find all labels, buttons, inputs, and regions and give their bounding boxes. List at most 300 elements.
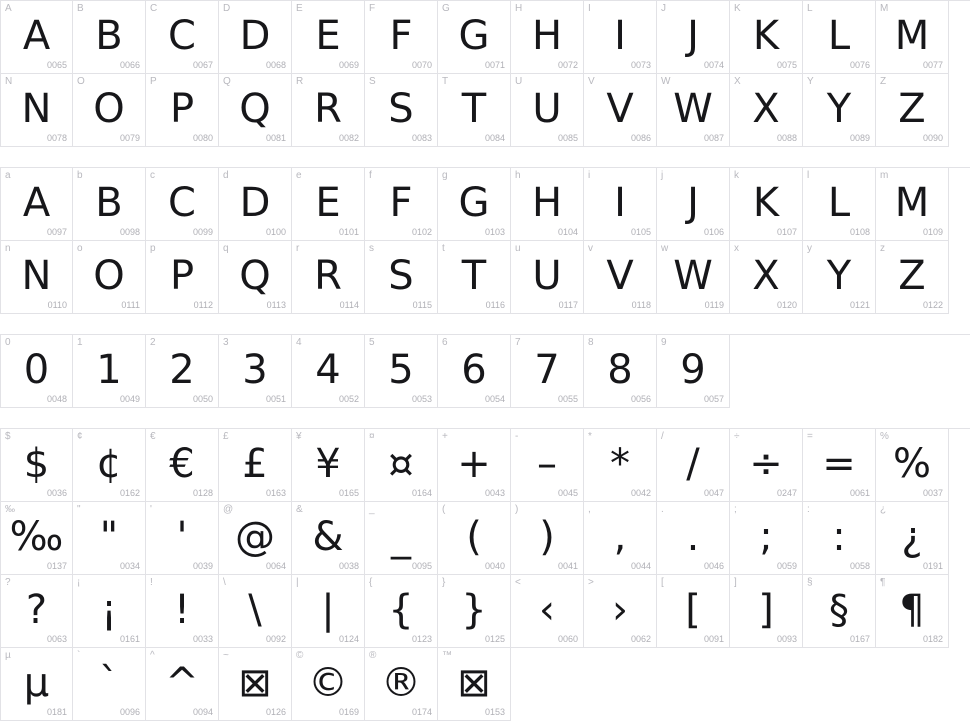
char-cell-empty — [876, 335, 949, 408]
char-cell-glyph: ¿ — [901, 514, 923, 560]
char-cell-key: W — [661, 76, 671, 87]
char-cell-glyph: R — [314, 86, 342, 132]
char-cell-0123[interactable] — [365, 575, 438, 648]
char-cell-0110[interactable] — [0, 241, 73, 314]
char-cell-key: o — [77, 243, 83, 254]
char-cell-0068[interactable] — [219, 1, 292, 74]
char-cell-key: € — [150, 431, 156, 442]
char-cell-0040[interactable] — [438, 502, 511, 575]
char-cell-code: 0079 — [119, 133, 140, 143]
char-cell-glyph: R — [314, 253, 342, 299]
char-cell-0038[interactable] — [292, 502, 365, 575]
char-cell-glyph: E — [315, 180, 341, 226]
char-cell-code: 0098 — [119, 227, 140, 237]
char-cell-glyph: ¢ — [96, 441, 122, 487]
char-cell-key: 8 — [588, 337, 594, 348]
char-cell-0122[interactable] — [876, 241, 949, 314]
char-cell-0037[interactable] — [876, 429, 949, 502]
char-cell-key: n — [5, 243, 11, 254]
char-cell-glyph: K — [752, 13, 780, 59]
char-cell-0078[interactable] — [0, 74, 73, 147]
char-cell-0128[interactable] — [146, 429, 219, 502]
char-cell-0061[interactable] — [803, 429, 876, 502]
char-cell-0247[interactable] — [730, 429, 803, 502]
char-cell-0097[interactable] — [0, 168, 73, 241]
char-cell-glyph: " — [99, 514, 119, 560]
char-cell-glyph: U — [532, 86, 562, 132]
char-cell-key: [ — [661, 577, 664, 588]
char-cell-0113[interactable] — [219, 241, 292, 314]
char-cell-0079[interactable] — [73, 74, 146, 147]
char-cell-code: 0162 — [119, 488, 140, 498]
char-cell-code: 0103 — [484, 227, 505, 237]
char-cell-code: 0118 — [631, 300, 651, 310]
char-cell-key: a — [5, 170, 11, 181]
char-cell-code: 0073 — [630, 60, 651, 70]
char-cell-0065[interactable] — [0, 1, 73, 74]
char-cell-glyph: N — [21, 86, 52, 132]
char-cell-0191[interactable] — [876, 502, 949, 575]
char-cell-key: f — [369, 170, 372, 181]
char-cell-0181[interactable] — [0, 648, 73, 721]
char-cell-code: 0100 — [265, 227, 286, 237]
char-cell-key: = — [807, 431, 813, 442]
char-cell-0074[interactable] — [657, 1, 730, 74]
char-cell-0163[interactable] — [219, 429, 292, 502]
char-cell-key: _ — [369, 504, 375, 515]
char-cell-0101[interactable] — [292, 168, 365, 241]
char-cell-code: 0047 — [703, 488, 724, 498]
char-cell-glyph: T — [461, 253, 487, 299]
char-cell-0039[interactable] — [146, 502, 219, 575]
char-cell-key: ^ — [150, 650, 155, 661]
char-cell-glyph: 2 — [169, 347, 195, 393]
char-block-symbols-punctuation — [0, 428, 970, 721]
char-cell-empty — [803, 335, 876, 408]
char-cell-0066[interactable] — [73, 1, 146, 74]
char-cell-code: 0054 — [484, 394, 505, 404]
char-cell-empty — [730, 648, 803, 721]
char-cell-code: 0119 — [704, 300, 724, 310]
char-cell-glyph: _ — [391, 514, 411, 560]
char-cell-glyph: . — [686, 514, 700, 560]
block-separator — [0, 314, 970, 334]
char-cell-code: 0102 — [411, 227, 432, 237]
char-cell-code: 0075 — [776, 60, 797, 70]
char-cell-0085[interactable] — [511, 74, 584, 147]
char-cell-key: E — [296, 3, 303, 14]
char-cell-key: z — [880, 243, 885, 254]
char-cell-0162[interactable] — [73, 429, 146, 502]
char-cell-0084[interactable] — [438, 74, 511, 147]
char-row — [0, 0, 970, 74]
char-cell-glyph: › — [612, 587, 628, 633]
char-cell-key: 5 — [369, 337, 375, 348]
char-cell-code: 0153 — [484, 707, 505, 717]
char-cell-key: 6 — [442, 337, 448, 348]
char-cell-empty — [803, 648, 876, 721]
char-cell-0094[interactable] — [146, 648, 219, 721]
char-cell-code: 0122 — [922, 300, 943, 310]
char-cell-key: B — [77, 3, 84, 14]
char-cell-code: 0117 — [558, 300, 578, 310]
char-cell-glyph: P — [169, 86, 195, 132]
char-cell-0050[interactable] — [146, 335, 219, 408]
char-cell-glyph: I — [614, 13, 626, 59]
char-cell-0034[interactable] — [73, 502, 146, 575]
char-cell-key: V — [588, 76, 595, 87]
char-cell-0116[interactable] — [438, 241, 511, 314]
char-cell-0042[interactable] — [584, 429, 657, 502]
char-cell-key: 7 — [515, 337, 521, 348]
char-cell-0100[interactable] — [219, 168, 292, 241]
char-cell-0075[interactable] — [730, 1, 803, 74]
char-cell-glyph: + — [457, 441, 491, 487]
char-cell-0072[interactable] — [511, 1, 584, 74]
char-cell-glyph: G — [458, 180, 490, 226]
char-cell-glyph: V — [606, 253, 634, 299]
char-cell-key: T — [442, 76, 449, 87]
char-cell-key: 1 — [77, 337, 83, 348]
char-cell-key: w — [661, 243, 669, 254]
char-cell-0036[interactable] — [0, 429, 73, 502]
char-cell-0064[interactable] — [219, 502, 292, 575]
char-cell-code: 0080 — [192, 133, 213, 143]
char-cell-0118[interactable] — [584, 241, 657, 314]
char-cell-key: 0 — [5, 337, 11, 348]
char-cell-0099[interactable] — [146, 168, 219, 241]
char-row — [0, 502, 970, 575]
char-cell-code: 0078 — [46, 133, 67, 143]
char-cell-0083[interactable] — [365, 74, 438, 147]
char-cell-glyph: X — [752, 253, 780, 299]
char-cell-glyph: A — [22, 13, 51, 59]
char-cell-code: 0070 — [411, 60, 432, 70]
char-cell-glyph: 7 — [534, 347, 560, 393]
char-cell-code: 0191 — [922, 561, 943, 571]
char-cell-code: 0137 — [46, 561, 67, 571]
char-cell-key: G — [442, 3, 450, 14]
char-cell-0076[interactable] — [803, 1, 876, 74]
char-cell-glyph: E — [315, 13, 341, 59]
char-cell-0120[interactable] — [730, 241, 803, 314]
char-cell-0125[interactable] — [438, 575, 511, 648]
char-cell-glyph: ‰ — [9, 514, 64, 560]
char-cell-glyph: T — [461, 86, 487, 132]
char-cell-glyph: \ — [248, 587, 262, 633]
char-cell-code: 0109 — [922, 227, 943, 237]
char-cell-glyph: 0 — [23, 347, 50, 393]
char-cell-0045[interactable] — [511, 429, 584, 502]
char-cell-code: 0065 — [46, 60, 67, 70]
char-cell-0174[interactable] — [365, 648, 438, 721]
char-cell-key: } — [442, 577, 446, 588]
char-cell-0104[interactable] — [511, 168, 584, 241]
char-cell-code: 0052 — [338, 394, 359, 404]
char-cell-0063[interactable] — [0, 575, 73, 648]
char-cell-0092[interactable] — [219, 575, 292, 648]
char-cell-key: { — [369, 577, 373, 588]
char-cell-0081[interactable] — [219, 74, 292, 147]
char-cell-0115[interactable] — [365, 241, 438, 314]
char-cell-code: 0037 — [922, 488, 943, 498]
char-cell-glyph: 9 — [680, 347, 706, 393]
char-cell-code: 0107 — [776, 227, 797, 237]
char-cell-0041[interactable] — [511, 502, 584, 575]
char-cell-code: 0048 — [46, 394, 67, 404]
char-cell-key: 2 — [150, 337, 156, 348]
char-cell-code: 0059 — [776, 561, 797, 571]
char-cell-key: K — [734, 3, 741, 14]
char-cell-code: 0086 — [630, 133, 651, 143]
char-cell-0107[interactable] — [730, 168, 803, 241]
char-cell-code: 0121 — [849, 300, 870, 310]
char-cell-glyph: ¡ — [100, 587, 118, 633]
char-cell-key: ¡ — [77, 577, 81, 588]
char-cell-code: 0104 — [557, 227, 578, 237]
char-cell-0091[interactable] — [657, 575, 730, 648]
char-cell-key: ? — [5, 577, 11, 588]
char-cell-code: 0108 — [849, 227, 870, 237]
char-cell-key: / — [661, 431, 664, 442]
char-row — [0, 241, 970, 314]
char-cell-code: 0101 — [338, 227, 359, 237]
char-cell-code: 0050 — [192, 394, 213, 404]
char-cell-key: ¶ — [880, 577, 886, 588]
char-cell-key: t — [442, 243, 445, 254]
char-cell-0070[interactable] — [365, 1, 438, 74]
char-cell-0046[interactable] — [657, 502, 730, 575]
char-cell-0077[interactable] — [876, 1, 949, 74]
char-cell-0048[interactable] — [0, 335, 73, 408]
char-cell-glyph: D — [239, 180, 271, 226]
char-cell-0056[interactable] — [584, 335, 657, 408]
char-cell-glyph: ` — [99, 660, 119, 706]
char-cell-0093[interactable] — [730, 575, 803, 648]
char-cell-code: 0085 — [557, 133, 578, 143]
char-cell-0182[interactable] — [876, 575, 949, 648]
char-cell-code: 0067 — [192, 60, 213, 70]
char-cell-code: 0120 — [776, 300, 797, 310]
char-cell-code: 0056 — [630, 394, 651, 404]
char-cell-glyph: L — [827, 180, 851, 226]
char-cell-0126[interactable] — [219, 648, 292, 721]
char-cell-0106[interactable] — [657, 168, 730, 241]
char-cell-code: 0113 — [266, 300, 286, 310]
char-cell-key: ® — [369, 650, 377, 661]
char-cell-glyph: W — [673, 86, 713, 132]
char-cell-code: 0044 — [630, 561, 651, 571]
char-cell-glyph: € — [169, 441, 195, 487]
char-cell-0080[interactable] — [146, 74, 219, 147]
char-cell-code: 0123 — [411, 634, 432, 644]
char-cell-key: P — [150, 76, 157, 87]
char-cell-0060[interactable] — [511, 575, 584, 648]
char-cell-code: 0038 — [338, 561, 359, 571]
char-cell-code: 0181 — [46, 707, 67, 717]
char-cell-key: 3 — [223, 337, 229, 348]
char-cell-0067[interactable] — [146, 1, 219, 74]
char-cell-0062[interactable] — [584, 575, 657, 648]
char-cell-glyph: C — [168, 180, 196, 226]
char-cell-code: 0074 — [703, 60, 724, 70]
char-cell-code: 0082 — [338, 133, 359, 143]
char-cell-code: 0081 — [265, 133, 286, 143]
char-cell-0043[interactable] — [438, 429, 511, 502]
char-cell-glyph: ] — [758, 587, 774, 633]
char-cell-key: + — [442, 431, 448, 442]
char-cell-0105[interactable] — [584, 168, 657, 241]
char-cell-glyph: | — [321, 587, 335, 633]
char-cell-0112[interactable] — [146, 241, 219, 314]
char-cell-0047[interactable] — [657, 429, 730, 502]
char-cell-glyph: ^ — [165, 660, 199, 706]
char-cell-glyph: ! — [173, 587, 191, 633]
char-cell-0108[interactable] — [803, 168, 876, 241]
char-cell-code: 0071 — [484, 60, 505, 70]
char-cell-code: 0125 — [484, 634, 505, 644]
char-cell-code: 0090 — [922, 133, 943, 143]
char-cell-code: 0112 — [193, 300, 213, 310]
char-cell-0124[interactable] — [292, 575, 365, 648]
char-cell-0109[interactable] — [876, 168, 949, 241]
char-cell-code: 0116 — [485, 300, 505, 310]
char-cell-0121[interactable] — [803, 241, 876, 314]
char-cell-glyph: § — [829, 587, 849, 633]
char-row — [0, 167, 970, 241]
char-cell-key: ‰ — [5, 504, 15, 515]
char-cell-code: 0058 — [849, 561, 870, 571]
char-cell-0169[interactable] — [292, 648, 365, 721]
char-cell-0033[interactable] — [146, 575, 219, 648]
char-cell-0071[interactable] — [438, 1, 511, 74]
char-cell-glyph: K — [752, 180, 780, 226]
char-cell-0052[interactable] — [292, 335, 365, 408]
char-cell-glyph: H — [531, 13, 563, 59]
char-cell-code: 0039 — [192, 561, 213, 571]
char-cell-0058[interactable] — [803, 502, 876, 575]
char-cell-key: £ — [223, 431, 229, 442]
char-cell-key: ÷ — [734, 431, 740, 442]
char-cell-0049[interactable] — [73, 335, 146, 408]
char-cell-code: 0105 — [630, 227, 651, 237]
char-cell-0051[interactable] — [219, 335, 292, 408]
char-cell-0073[interactable] — [584, 1, 657, 74]
char-cell-key: v — [588, 243, 593, 254]
char-cell-code: 0093 — [776, 634, 797, 644]
char-cell-key: ) — [515, 504, 519, 515]
char-cell-code: 0165 — [338, 488, 359, 498]
char-cell-code: 0034 — [119, 561, 140, 571]
char-cell-0082[interactable] — [292, 74, 365, 147]
char-cell-glyph: O — [93, 253, 125, 299]
char-cell-code: 0092 — [265, 634, 286, 644]
char-cell-glyph: Y — [826, 253, 852, 299]
char-cell-0103[interactable] — [438, 168, 511, 241]
char-cell-0054[interactable] — [438, 335, 511, 408]
char-cell-key: u — [515, 243, 521, 254]
char-cell-code: 0182 — [922, 634, 943, 644]
char-cell-key: p — [150, 243, 156, 254]
char-cell-0090[interactable] — [876, 74, 949, 147]
char-cell-glyph: µ — [23, 660, 50, 706]
char-cell-glyph: [ — [685, 587, 701, 633]
char-cell-0164[interactable] — [365, 429, 438, 502]
char-cell-0111[interactable] — [73, 241, 146, 314]
char-cell-glyph: U — [532, 253, 562, 299]
char-cell-code: 0055 — [557, 394, 578, 404]
char-cell-glyph: ⊠ — [457, 660, 491, 706]
char-cell-code: 0066 — [119, 60, 140, 70]
char-cell-glyph: L — [827, 13, 851, 59]
char-cell-0098[interactable] — [73, 168, 146, 241]
char-cell-key: * — [588, 431, 592, 442]
char-cell-code: 0064 — [265, 561, 286, 571]
char-cell-0044[interactable] — [584, 502, 657, 575]
char-cell-0088[interactable] — [730, 74, 803, 147]
char-block-lowercase-latin — [0, 167, 970, 314]
char-cell-code: 0046 — [703, 561, 724, 571]
char-cell-0059[interactable] — [730, 502, 803, 575]
char-cell-glyph: D — [239, 13, 271, 59]
char-cell-0069[interactable] — [292, 1, 365, 74]
char-cell-code: 0033 — [192, 634, 213, 644]
char-cell-glyph: – — [537, 441, 557, 487]
char-cell-glyph: / — [686, 441, 700, 487]
char-cell-0095[interactable] — [365, 502, 438, 575]
char-cell-glyph: M — [894, 13, 930, 59]
char-cell-0053[interactable] — [365, 335, 438, 408]
char-cell-key: ¤ — [369, 431, 375, 442]
char-cell-0165[interactable] — [292, 429, 365, 502]
char-cell-key: ' — [150, 504, 152, 515]
char-cell-0057[interactable] — [657, 335, 730, 408]
char-cell-0117[interactable] — [511, 241, 584, 314]
char-cell-key: g — [442, 170, 448, 181]
char-cell-glyph: ( — [466, 514, 482, 560]
char-cell-key: µ — [5, 650, 11, 661]
char-cell-key: © — [296, 650, 304, 661]
char-cell-key: r — [296, 243, 300, 254]
char-cell-glyph: W — [673, 253, 713, 299]
char-cell-glyph: ' — [176, 514, 188, 560]
char-cell-code: 0169 — [338, 707, 359, 717]
char-cell-0119[interactable] — [657, 241, 730, 314]
char-cell-glyph: & — [312, 514, 344, 560]
char-cell-code: 0161 — [119, 634, 140, 644]
char-cell-0153[interactable] — [438, 648, 511, 721]
char-cell-key: s — [369, 243, 374, 254]
char-cell-code: 0124 — [338, 634, 359, 644]
char-cell-code: 0061 — [849, 488, 870, 498]
char-cell-key: k — [734, 170, 739, 181]
char-cell-key: > — [588, 577, 594, 588]
char-cell-0102[interactable] — [365, 168, 438, 241]
char-cell-glyph: } — [461, 587, 487, 633]
char-cell-glyph: N — [21, 253, 52, 299]
char-cell-key: h — [515, 170, 521, 181]
char-cell-0055[interactable] — [511, 335, 584, 408]
char-cell-0089[interactable] — [803, 74, 876, 147]
char-cell-0087[interactable] — [657, 74, 730, 147]
char-cell-0161[interactable] — [73, 575, 146, 648]
char-cell-glyph: * — [610, 441, 630, 487]
char-cell-0167[interactable] — [803, 575, 876, 648]
char-cell-0096[interactable] — [73, 648, 146, 721]
char-cell-0114[interactable] — [292, 241, 365, 314]
char-cell-0086[interactable] — [584, 74, 657, 147]
char-cell-0137[interactable] — [0, 502, 73, 575]
